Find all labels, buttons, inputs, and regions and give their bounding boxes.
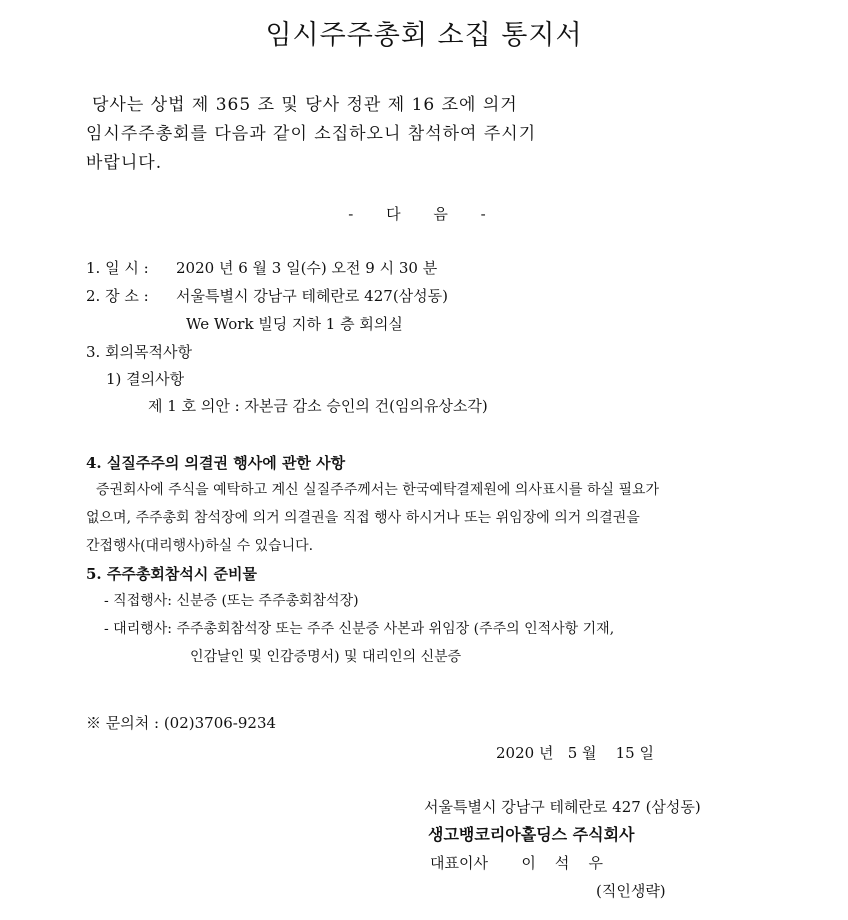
seal-omitted-note: (직인생략) xyxy=(596,882,666,900)
agenda-item-1: 제 1 호 의안 : 자본금 감소 승인의 건(임의유상소각) xyxy=(148,397,488,415)
company-address: 서울특별시 강남구 테헤란로 427 (삼성동) xyxy=(424,798,701,816)
intro-line-2: 임시주주총회를 다음과 같이 소집하오니 참석하여 주시기 xyxy=(86,124,537,144)
intro-line-3: 바랍니다. xyxy=(86,153,163,173)
meeting-date-label: 1. 일 시 : xyxy=(86,259,149,277)
intro-line-1: 당사는 상법 제 365 조 및 당사 정관 제 16 조에 의거 xyxy=(92,95,518,115)
prep-proxy: - 대리행사: 주주총회참석장 또는 주주 신분증 사본과 위임장 (주주의 인적사항 기재, xyxy=(104,621,615,637)
voting-heading: 4. 실질주주의 의결권 행사에 관한 사항 xyxy=(86,454,346,472)
document-title: 임시주주총회 소집 통지서 xyxy=(265,20,583,51)
meeting-place-value: 서울특별시 강남구 테헤란로 427(삼성동) xyxy=(176,287,448,305)
meeting-place-building: We Work 빌딩 지하 1 층 회의실 xyxy=(186,315,403,333)
meeting-place-label: 2. 장 소 : xyxy=(86,287,149,305)
voting-text-line-2: 없으며, 주주총회 참석장에 의거 의결권을 직접 행사 하시거나 또는 위임장에 의거 의결권을 xyxy=(86,510,640,526)
meeting-date-value: 2020 년 6 월 3 일(수) 오전 9 시 30 분 xyxy=(176,259,438,277)
ceo-name: 대표이사 이 석 우 xyxy=(430,854,603,872)
prep-direct: - 직접행사: 신분증 (또는 주주총회참석장) xyxy=(104,593,359,609)
voting-text-line-3: 간접행사(대리행사)하실 수 있습니다. xyxy=(86,538,314,554)
purpose-heading: 3. 회의목적사항 xyxy=(86,343,193,361)
voting-text-line-1: 증권회사에 주식을 예탁하고 계신 실질주주께서는 한국예탁결제원에 의사표시를 하실 필요가 xyxy=(96,482,660,498)
contact-line: ※ 문의처 : (02)3706-9234 xyxy=(86,714,277,732)
issue-date: 2020 년 5 월 15 일 xyxy=(496,744,654,762)
company-name: 생고뱅코리아홀딩스 주식회사 xyxy=(428,825,635,844)
purpose-subheading: 1) 결의사항 xyxy=(106,370,185,388)
section-separator: - 다 음 - xyxy=(348,205,500,223)
prep-proxy-cont: 인감날인 및 인감증명서) 및 대리인의 신분증 xyxy=(190,649,462,665)
prep-heading: 5. 주주총회참석시 준비물 xyxy=(86,565,258,583)
